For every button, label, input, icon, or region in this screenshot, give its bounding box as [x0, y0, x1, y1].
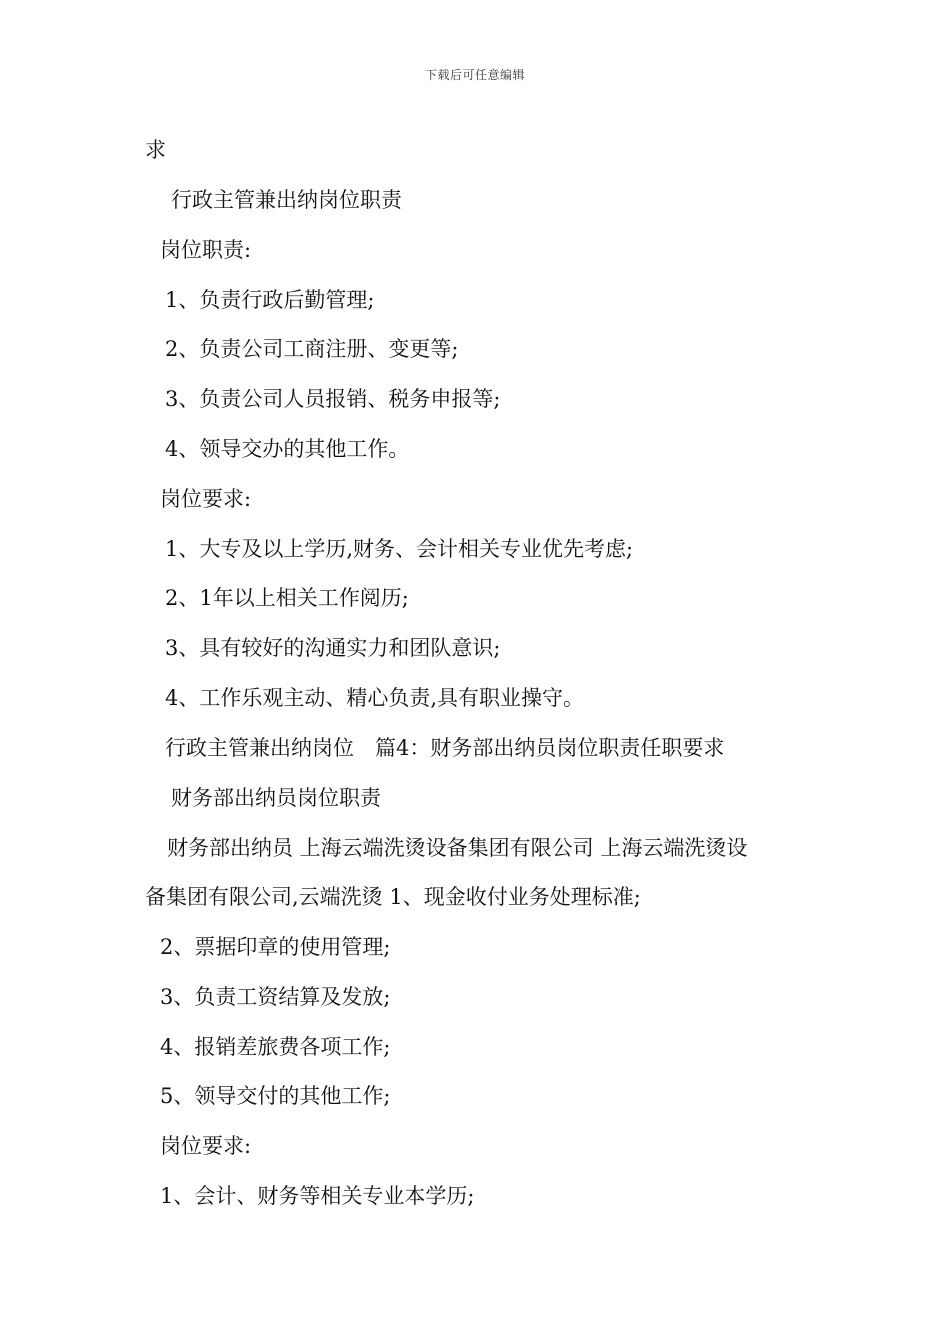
list-item: 1、会计、财务等相关专业本学历;: [160, 1184, 475, 1208]
list-item: 4、领导交办的其他工作。: [165, 437, 410, 461]
list-item: 2、票据印章的使用管理;: [160, 935, 391, 959]
subheading: 岗位职责:: [160, 238, 252, 262]
list-item: 1、负责行政后勤管理;: [165, 288, 375, 312]
page-header: 下载后可任意编辑: [424, 68, 525, 82]
list-item: 1、大专及以上学历,财务、会计相关专业优先考虑;: [165, 537, 634, 561]
list-item: 5、领导交付的其他工作;: [160, 1084, 391, 1108]
list-item: 3、负责工资结算及发放;: [160, 985, 391, 1009]
list-item: 4、报销差旅费各项工作;: [160, 1035, 391, 1059]
list-item: 3、具有较好的沟通实力和团队意识;: [165, 636, 501, 660]
section-heading: 财务部出纳员岗位职责: [171, 786, 381, 810]
list-item: 3、负责公司人员报销、税务申报等;: [165, 387, 501, 411]
list-item: 4、工作乐观主动、精心负责,具有职业操守。: [165, 686, 585, 710]
list-item: 2、负责公司工商注册、变更等;: [165, 337, 459, 361]
section-heading: 行政主管兼出纳岗位职责: [171, 188, 402, 212]
subheading: 岗位要求:: [160, 1134, 252, 1158]
section-heading: 行政主管兼出纳岗位 篇4：财务部出纳员岗位职责任职要求: [165, 736, 725, 760]
subheading: 岗位要求:: [160, 487, 252, 511]
text-line: 求: [145, 138, 166, 162]
paragraph-line: 备集团有限公司,云端洗烫 1、现金收付业务处理标准;: [145, 885, 641, 909]
list-item: 2、1年以上相关工作阅历;: [165, 586, 409, 610]
paragraph-line: 财务部出纳员 上海云端洗烫设备集团有限公司 上海云端洗烫设: [167, 836, 748, 860]
